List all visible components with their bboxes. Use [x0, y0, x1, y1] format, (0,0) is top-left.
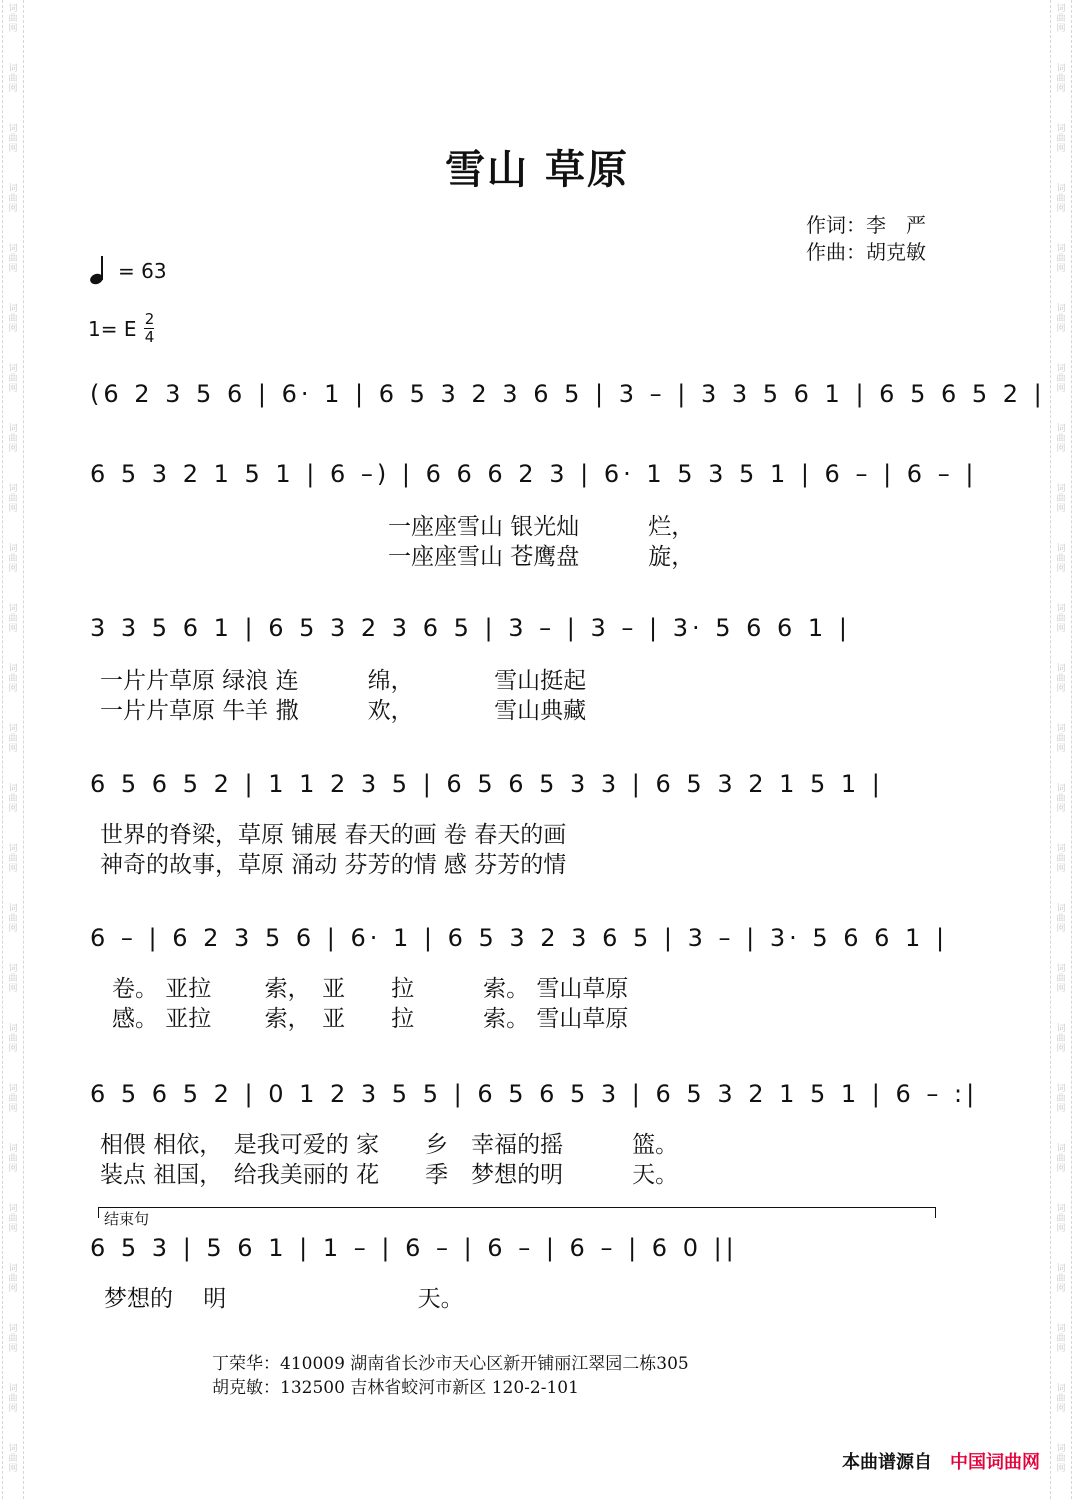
lyric-line-5-verse-1: 卷。 亚拉 索， 亚 拉 索。 雪山草原 — [112, 976, 629, 1002]
address-block — [212, 1352, 689, 1400]
watermark-text: 词 曲 网 — [8, 1084, 18, 1114]
watermark-strip-right — [1050, 0, 1072, 1499]
watermark-text: 词 曲 网 — [1056, 664, 1066, 694]
lyric-line-2-verse-2: 一座座雪山 苍鹰盘 旋， — [388, 544, 695, 570]
watermark-text: 词 曲 网 — [1056, 304, 1066, 334]
lyric-line-6-verse-1: 相偎 相依， 是我可爱的 家 乡 幸福的摇 篮。 — [100, 1132, 679, 1158]
score-line-1: (6 2 3 5 6 | 6· 1 | 6 5 3 2 3 6 5 | 3 – | 3 3 5 6 1 | 6 5 6 5 2 | — [90, 380, 1046, 408]
watermark-text: 词 曲 网 — [8, 1024, 18, 1054]
watermark-text: 词 曲 网 — [1056, 1324, 1066, 1354]
watermark-text: 词 曲 网 — [8, 604, 18, 634]
score-line-6: 6 5 6 5 2 | 0 1 2 3 5 5 | 6 5 6 5 3 | 6 5 3 2 1 5 1 | 6 – :| — [90, 1080, 979, 1108]
score-line-5: 6 – | 6 2 3 5 6 | 6· 1 | 6 5 3 2 3 6 5 | 3 – | 3· 5 6 6 1 | — [90, 924, 949, 952]
watermark-text: 词 曲 网 — [1056, 64, 1066, 94]
watermark-text: 词 曲 网 — [1056, 724, 1066, 754]
ending-bracket — [98, 1207, 936, 1218]
watermark-text: 词 曲 网 — [1056, 904, 1066, 934]
watermark-strip-left — [2, 0, 24, 1499]
source-brand-link[interactable]: 中国词曲网 — [950, 1452, 1040, 1473]
lyricist-credit: 作词：李 严 — [806, 213, 926, 237]
time-bottom: 4 — [144, 328, 155, 346]
watermark-text: 词 曲 网 — [8, 244, 18, 274]
watermark-text: 词 曲 网 — [8, 184, 18, 214]
watermark-text: 词 曲 网 — [8, 64, 18, 94]
watermark-text: 词 曲 网 — [8, 784, 18, 814]
source-footer — [842, 1448, 1040, 1474]
score-line-ending: 6 5 3 | 5 6 1 | 1 – | 6 – | 6 – | 6 – | 6 0 || — [90, 1234, 738, 1262]
watermark-text: 词 曲 网 — [8, 364, 18, 394]
watermark-text: 词 曲 网 — [1056, 1264, 1066, 1294]
time-signature — [144, 312, 154, 345]
watermark-text: 词 曲 网 — [8, 1384, 18, 1414]
watermark-text: 词 曲 网 — [8, 1444, 18, 1474]
watermark-text: 词 曲 网 — [8, 964, 18, 994]
watermark-text: 词 曲 网 — [1056, 1024, 1066, 1054]
quarter-note-icon — [90, 256, 108, 286]
lyric-line-3-verse-2: 一片片草原 牛羊 撒 欢， 雪山典藏 — [100, 698, 587, 724]
watermark-text: 词 曲 网 — [1056, 1444, 1066, 1474]
watermark-text: 词 曲 网 — [8, 1324, 18, 1354]
watermark-text: 词 曲 网 — [8, 1264, 18, 1294]
credits — [806, 212, 926, 266]
key-signature — [88, 312, 154, 345]
watermark-text: 词 曲 网 — [1056, 4, 1066, 34]
watermark-text: 词 曲 网 — [8, 124, 18, 154]
watermark-text: 词 曲 网 — [8, 484, 18, 514]
score-line-3: 3 3 5 6 1 | 6 5 3 2 3 6 5 | 3 – | 3 – | 3· 5 6 6 1 | — [90, 614, 851, 642]
watermark-text: 词 曲 网 — [1056, 364, 1066, 394]
watermark-text: 词 曲 网 — [1056, 544, 1066, 574]
composer-credit: 作曲：胡克敏 — [806, 240, 926, 264]
lyric-line-3-verse-1: 一片片草原 绿浪 连 绵， 雪山挺起 — [100, 668, 587, 694]
watermark-text: 词 曲 网 — [1056, 1144, 1066, 1174]
watermark-text: 词 曲 网 — [8, 4, 18, 34]
ending-label: 结束句 — [104, 1210, 150, 1228]
watermark-text: 词 曲 网 — [1056, 1384, 1066, 1414]
watermark-text: 词 曲 网 — [8, 1204, 18, 1234]
watermark-text: 词 曲 网 — [8, 424, 18, 454]
watermark-text: 词 曲 网 — [1056, 784, 1066, 814]
watermark-text: 词 曲 网 — [8, 544, 18, 574]
page-title: 雪山 草原 — [445, 146, 629, 193]
watermark-text: 词 曲 网 — [1056, 184, 1066, 214]
watermark-text: 词 曲 网 — [1056, 424, 1066, 454]
lyric-line-ending: 梦想的 明 天。 — [104, 1286, 464, 1312]
watermark-text: 词 曲 网 — [8, 664, 18, 694]
watermark-text: 词 曲 网 — [8, 904, 18, 934]
lyric-line-2-verse-1: 一座座雪山 银光灿 烂， — [388, 514, 695, 540]
watermark-text: 词 曲 网 — [8, 304, 18, 334]
watermark-text: 词 曲 网 — [1056, 964, 1066, 994]
watermark-text: 词 曲 网 — [1056, 1204, 1066, 1234]
watermark-text: 词 曲 网 — [8, 1144, 18, 1174]
watermark-text: 词 曲 网 — [1056, 124, 1066, 154]
lyric-line-4-verse-1: 世界的脊梁，草原 铺展 春天的画 卷 春天的画 — [100, 822, 567, 848]
watermark-text: 词 曲 网 — [1056, 844, 1066, 874]
lyric-line-6-verse-2: 装点 祖国， 给我美丽的 花 季 梦想的明 天。 — [100, 1162, 679, 1188]
source-prefix: 本曲谱源自 — [842, 1452, 932, 1473]
watermark-text: 词 曲 网 — [1056, 484, 1066, 514]
tempo-value: = 63 — [118, 259, 167, 283]
watermark-text: 词 曲 网 — [1056, 244, 1066, 274]
time-top: 2 — [144, 310, 155, 328]
key-label: 1= E — [88, 316, 137, 341]
watermark-text: 词 曲 网 — [8, 724, 18, 754]
score-line-4: 6 5 6 5 2 | 1 1 2 3 5 | 6 5 6 5 3 3 | 6 5 3 2 1 5 1 | — [90, 770, 884, 798]
lyric-line-5-verse-2: 感。 亚拉 索， 亚 拉 索。 雪山草原 — [112, 1006, 629, 1032]
address-line-1: 丁荣华：410009 湖南省长沙市天心区新开铺丽江翠园二栋305 — [212, 1354, 689, 1374]
lyric-line-4-verse-2: 神奇的故事，草原 涌动 芬芳的情 感 芬芳的情 — [100, 852, 567, 878]
address-line-2: 胡克敏：132500 吉林省蛟河市新区 120-2-101 — [212, 1378, 579, 1398]
score-line-2: 6 5 3 2 1 5 1 | 6 –) | 6 6 6 2 3 | 6· 1 5 3 5 1 | 6 – | 6 – | — [90, 460, 978, 488]
tempo-marking — [90, 256, 167, 286]
watermark-text: 词 曲 网 — [8, 844, 18, 874]
watermark-text: 词 曲 网 — [1056, 1084, 1066, 1114]
watermark-text: 词 曲 网 — [1056, 604, 1066, 634]
